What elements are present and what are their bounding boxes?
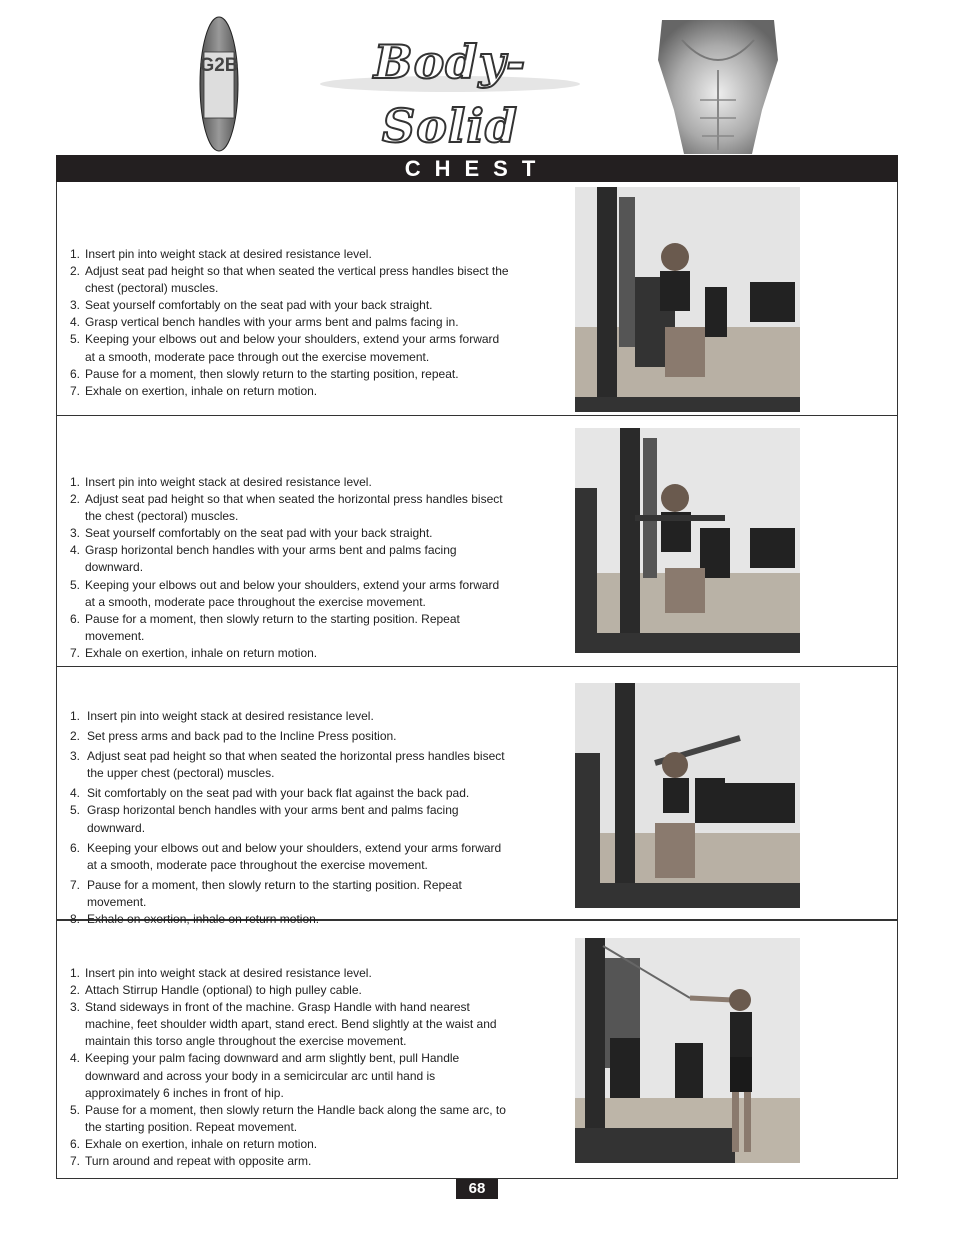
- step-item: 6. Keeping your elbows out and below your shoulders, extend your arms forward at a smooth, moderate pace throughout the exercise movement.: [70, 840, 502, 872]
- step-item: 5. Grasp horizontal bench handles with your arms bent and palms facing downward.: [70, 803, 459, 835]
- section-title-bar: [56, 155, 898, 182]
- step-item: 2. Set press arms and back pad to the Incline Press position.: [70, 729, 397, 744]
- step-item: 6. Pause for a moment, then slowly return to the starting position. Repeat movement.: [70, 611, 460, 643]
- exercise-photo-vertical-press: [575, 187, 800, 412]
- exercise-1-steps: [70, 246, 510, 400]
- step-item: 8. Exhale on exertion, inhale on return motion.: [70, 912, 320, 927]
- step-item: 2. Adjust seat pad height so that when seated the vertical press handles bisect the chest (pectoral) muscles.: [70, 264, 509, 296]
- page-header: [0, 0, 954, 155]
- step-item: 2. Adjust seat pad height so that when seated the horizontal press handles bisect the chest (pectoral) muscles.: [70, 492, 503, 524]
- section-title: CHEST: [404, 156, 550, 181]
- step-item: 4. Sit comfortably on the seat pad with your back flat against the back pad.: [70, 786, 470, 801]
- step-item: 6. Pause for a moment, then slowly return to the starting position, repeat.: [70, 366, 459, 381]
- step-item: 7. Pause for a moment, then slowly return to the starting position. Repeat movement.: [70, 877, 462, 909]
- step-item: 5. Keeping your elbows out and below your shoulders, extend your arms forward at a smooth, moderate pace through out the exercise movement.: [70, 332, 500, 364]
- step-item: 7. Exhale on exertion, inhale on return motion.: [70, 383, 318, 398]
- step-item: 7. Exhale on exertion, inhale on return motion.: [70, 645, 318, 660]
- step-item: 1. Insert pin into weight stack at desired resistance level.: [70, 247, 372, 261]
- step-item: 1. Insert pin into weight stack at desired resistance level.: [70, 709, 374, 723]
- page-number: 68: [456, 1179, 498, 1199]
- g2b-logo: [199, 16, 239, 152]
- exercise-4-steps: [70, 965, 510, 1170]
- muscular-torso-photo: [652, 20, 784, 154]
- step-item: 5. Pause for a moment, then slowly return the Handle back along the same arc, to the starting position. Repeat movement.: [70, 1102, 506, 1134]
- exercise-2-steps: [70, 474, 510, 662]
- step-item: 3. Seat yourself comfortably on the seat pad with your back straight.: [70, 526, 433, 541]
- step-item: 6. Exhale on exertion, inhale on return motion.: [70, 1136, 318, 1151]
- row-divider: [56, 415, 898, 416]
- exercise-photo-cable-crossover: [575, 938, 800, 1163]
- step-item: 3. Stand sideways in front of the machine. Grasp Handle with hand nearest machine, feet shoulder width apart, stand erect. Bend slightly at the waist and maintain this torso angle throughout the exercise movement.: [70, 1000, 497, 1049]
- exercise-photo-incline-press: [575, 683, 800, 908]
- step-item: 3. Seat yourself comfortably on the seat pad with your back straight.: [70, 298, 433, 313]
- g2b-logo-text: G2B: [199, 55, 239, 76]
- body-solid-logo: [308, 30, 592, 153]
- step-item: 7. Turn around and repeat with opposite arm.: [70, 1154, 312, 1169]
- step-item: 5. Keeping your elbows out and below your shoulders, extend your arms forward at a smooth, moderate pace throughout the exercise movement.: [70, 577, 500, 609]
- step-item: 4. Grasp horizontal bench handles with your arms bent and palms facing downward.: [70, 543, 457, 575]
- step-item: 4. Keeping your palm facing downward and arm slightly bent, pull Handle downward and across your body in a semicircular arc until hand is approximately 6 inches in front of hip.: [70, 1051, 460, 1100]
- step-item: 3. Adjust seat pad height so that when seated the horizontal press handles bisect the upper chest (pectoral) muscles.: [70, 749, 505, 781]
- step-item: 1. Insert pin into weight stack at desired resistance level.: [70, 475, 372, 489]
- row-divider: [56, 666, 898, 667]
- step-item: 1. Insert pin into weight stack at desired resistance level.: [70, 966, 372, 980]
- step-item: 4. Grasp vertical bench handles with your arms bent and palms facing in.: [70, 315, 459, 330]
- exercise-3-steps: [70, 708, 510, 928]
- step-item: 2. Attach Stirrup Handle (optional) to high pulley cable.: [70, 983, 362, 998]
- brand-name: Body-Solid: [373, 35, 527, 153]
- exercise-photo-horizontal-press: [575, 428, 800, 653]
